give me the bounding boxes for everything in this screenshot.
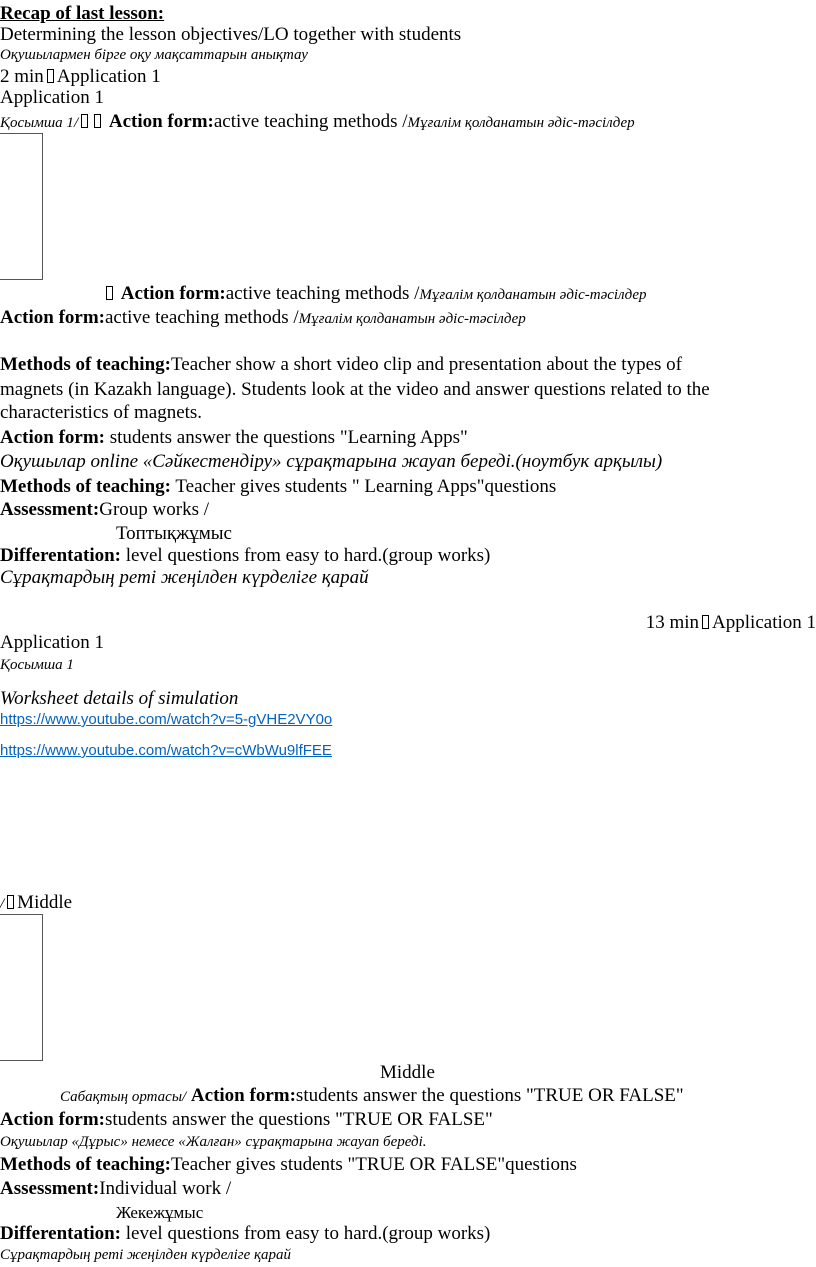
action-form-label: Action form: [0,1109,105,1130]
assessment-value: Group works / [99,499,209,520]
action-form-label: Action form: [120,283,226,304]
action-form-kz: Мұғалім қолданатын әдіс-тәсілдер [298,311,526,327]
methods-text: Teacher gives students "TRUE OR FALSE"questions [170,1154,577,1175]
action-form-label: Action form: [190,1085,296,1106]
placeholder-glyph-icon [94,114,101,128]
differentation-row [0,1224,490,1243]
middle-kz: Сабақтың ортасы [60,1089,182,1105]
action-form-kz: Мұғалім қолданатын әдіс-тәсілдер [419,287,647,303]
action-form-row [0,428,468,447]
methods-row [0,1155,577,1174]
differentation-value: level questions from easy to hard.(group works) [121,1223,491,1244]
action-form-label: Action form: [0,427,105,448]
placeholder-glyph-icon [106,286,113,300]
differentation-kz: Сұрақтардың реті жеңілден күрделіге қарай [0,567,369,588]
time-value: 2 min [0,66,44,87]
methods-label: Methods of teaching: [0,354,171,375]
action-form-row [0,112,635,131]
application-kz: Қосымша 1 [0,115,74,131]
differentation-label: Differentation: [0,545,122,566]
middle-label: Middle [380,1062,435,1083]
action-form-row [0,308,526,327]
application-label: Application 1 [712,612,816,633]
action-form-value: students answer the questions "TRUE OR FALSE" [295,1085,684,1106]
recap-line-kz: Оқушылармен бірге оқу мақсаттарын анықтау [0,47,308,63]
action-form-value: students answer the questions "Learning Apps" [105,427,468,448]
action-form-kz: Оқушылар online «Сәйкестендіру» сұрақтарына жауап береді.(ноутбук арқылы) [0,451,663,472]
methods-text-line: characteristics of magnets. [0,402,203,423]
differentation-value: level questions from easy to hard.(group works) [121,545,491,566]
application-kz: Қосымша 1 [0,657,74,673]
action-form-label: Action form: [0,307,105,328]
methods-text: Teacher gives students " Learning Apps"questions [170,476,557,497]
application-label: Application 1 [56,66,161,87]
image-frame [0,133,43,280]
placeholder-glyph-icon [81,114,88,128]
slash-mark: / [73,115,79,131]
action-form-kz: Оқушылар «Дұрыс» немесе «Жалған» сұрақтарына жауап береді. [0,1134,427,1150]
placeholder-glyph-icon [702,615,709,629]
action-form-value: students answer the questions "TRUE OR FALSE" [105,1109,493,1130]
methods-row [0,477,556,496]
slash-mark: / [0,896,5,912]
recap-line: Determining the lesson objectives/LO together with students [0,24,462,45]
assessment-row [0,500,209,519]
application-line: Application 1 [0,87,104,108]
assessment-label: Assessment: [0,499,100,520]
action-form-row [60,1086,684,1105]
video-link-1[interactable]: https://www.youtube.com/watch?v=5-gVHE2VY0o [0,711,333,728]
methods-text: Teacher show a short video clip and presentation about the types of [170,354,682,375]
recap-title: Recap of last lesson: [0,3,165,24]
video-link-2[interactable]: https://www.youtube.com/watch?v=cWbWu9lfFEE [0,742,332,759]
methods-label: Methods of teaching: [0,476,171,497]
assessment-kz: Жекежұмыс [116,1203,204,1222]
worksheet-title: Worksheet details of simulation [0,688,239,709]
time-label [0,67,161,86]
differentation-row [0,546,490,565]
middle-label: Middle [17,892,73,913]
differentation-label: Differentation: [0,1223,122,1244]
action-form-row [0,1110,493,1129]
assessment-row [0,1179,231,1198]
action-form-value: active teaching methods / [213,111,408,132]
time-label [646,613,816,632]
action-form-value: active teaching methods / [105,307,299,328]
image-frame [0,914,43,1061]
action-form-value: active teaching methods / [225,283,420,304]
assessment-kz: Топтықжұмыс [116,523,232,544]
action-form-kz: Мұғалім қолданатын әдіс-тәсілдер [407,115,635,131]
time-value: 13 min [645,612,700,633]
slash-mark: / [182,1089,187,1105]
application-line: Application 1 [0,632,104,653]
assessment-label: Assessment: [0,1178,100,1199]
methods-text-line: magnets (in Kazakh language). Students look at the video and answer questions related to the [0,379,710,400]
placeholder-glyph-icon [7,895,14,909]
placeholder-glyph-icon [47,69,54,83]
differentation-kz: Сұрақтардың реті жеңілден күрделіге қарай [0,1247,292,1263]
middle-heading [0,893,72,912]
methods-label: Methods of teaching: [0,1154,171,1175]
methods-row [0,355,682,374]
action-form-label: Action form: [108,111,214,132]
action-form-row [103,284,647,303]
assessment-value: Individual work / [99,1178,232,1199]
